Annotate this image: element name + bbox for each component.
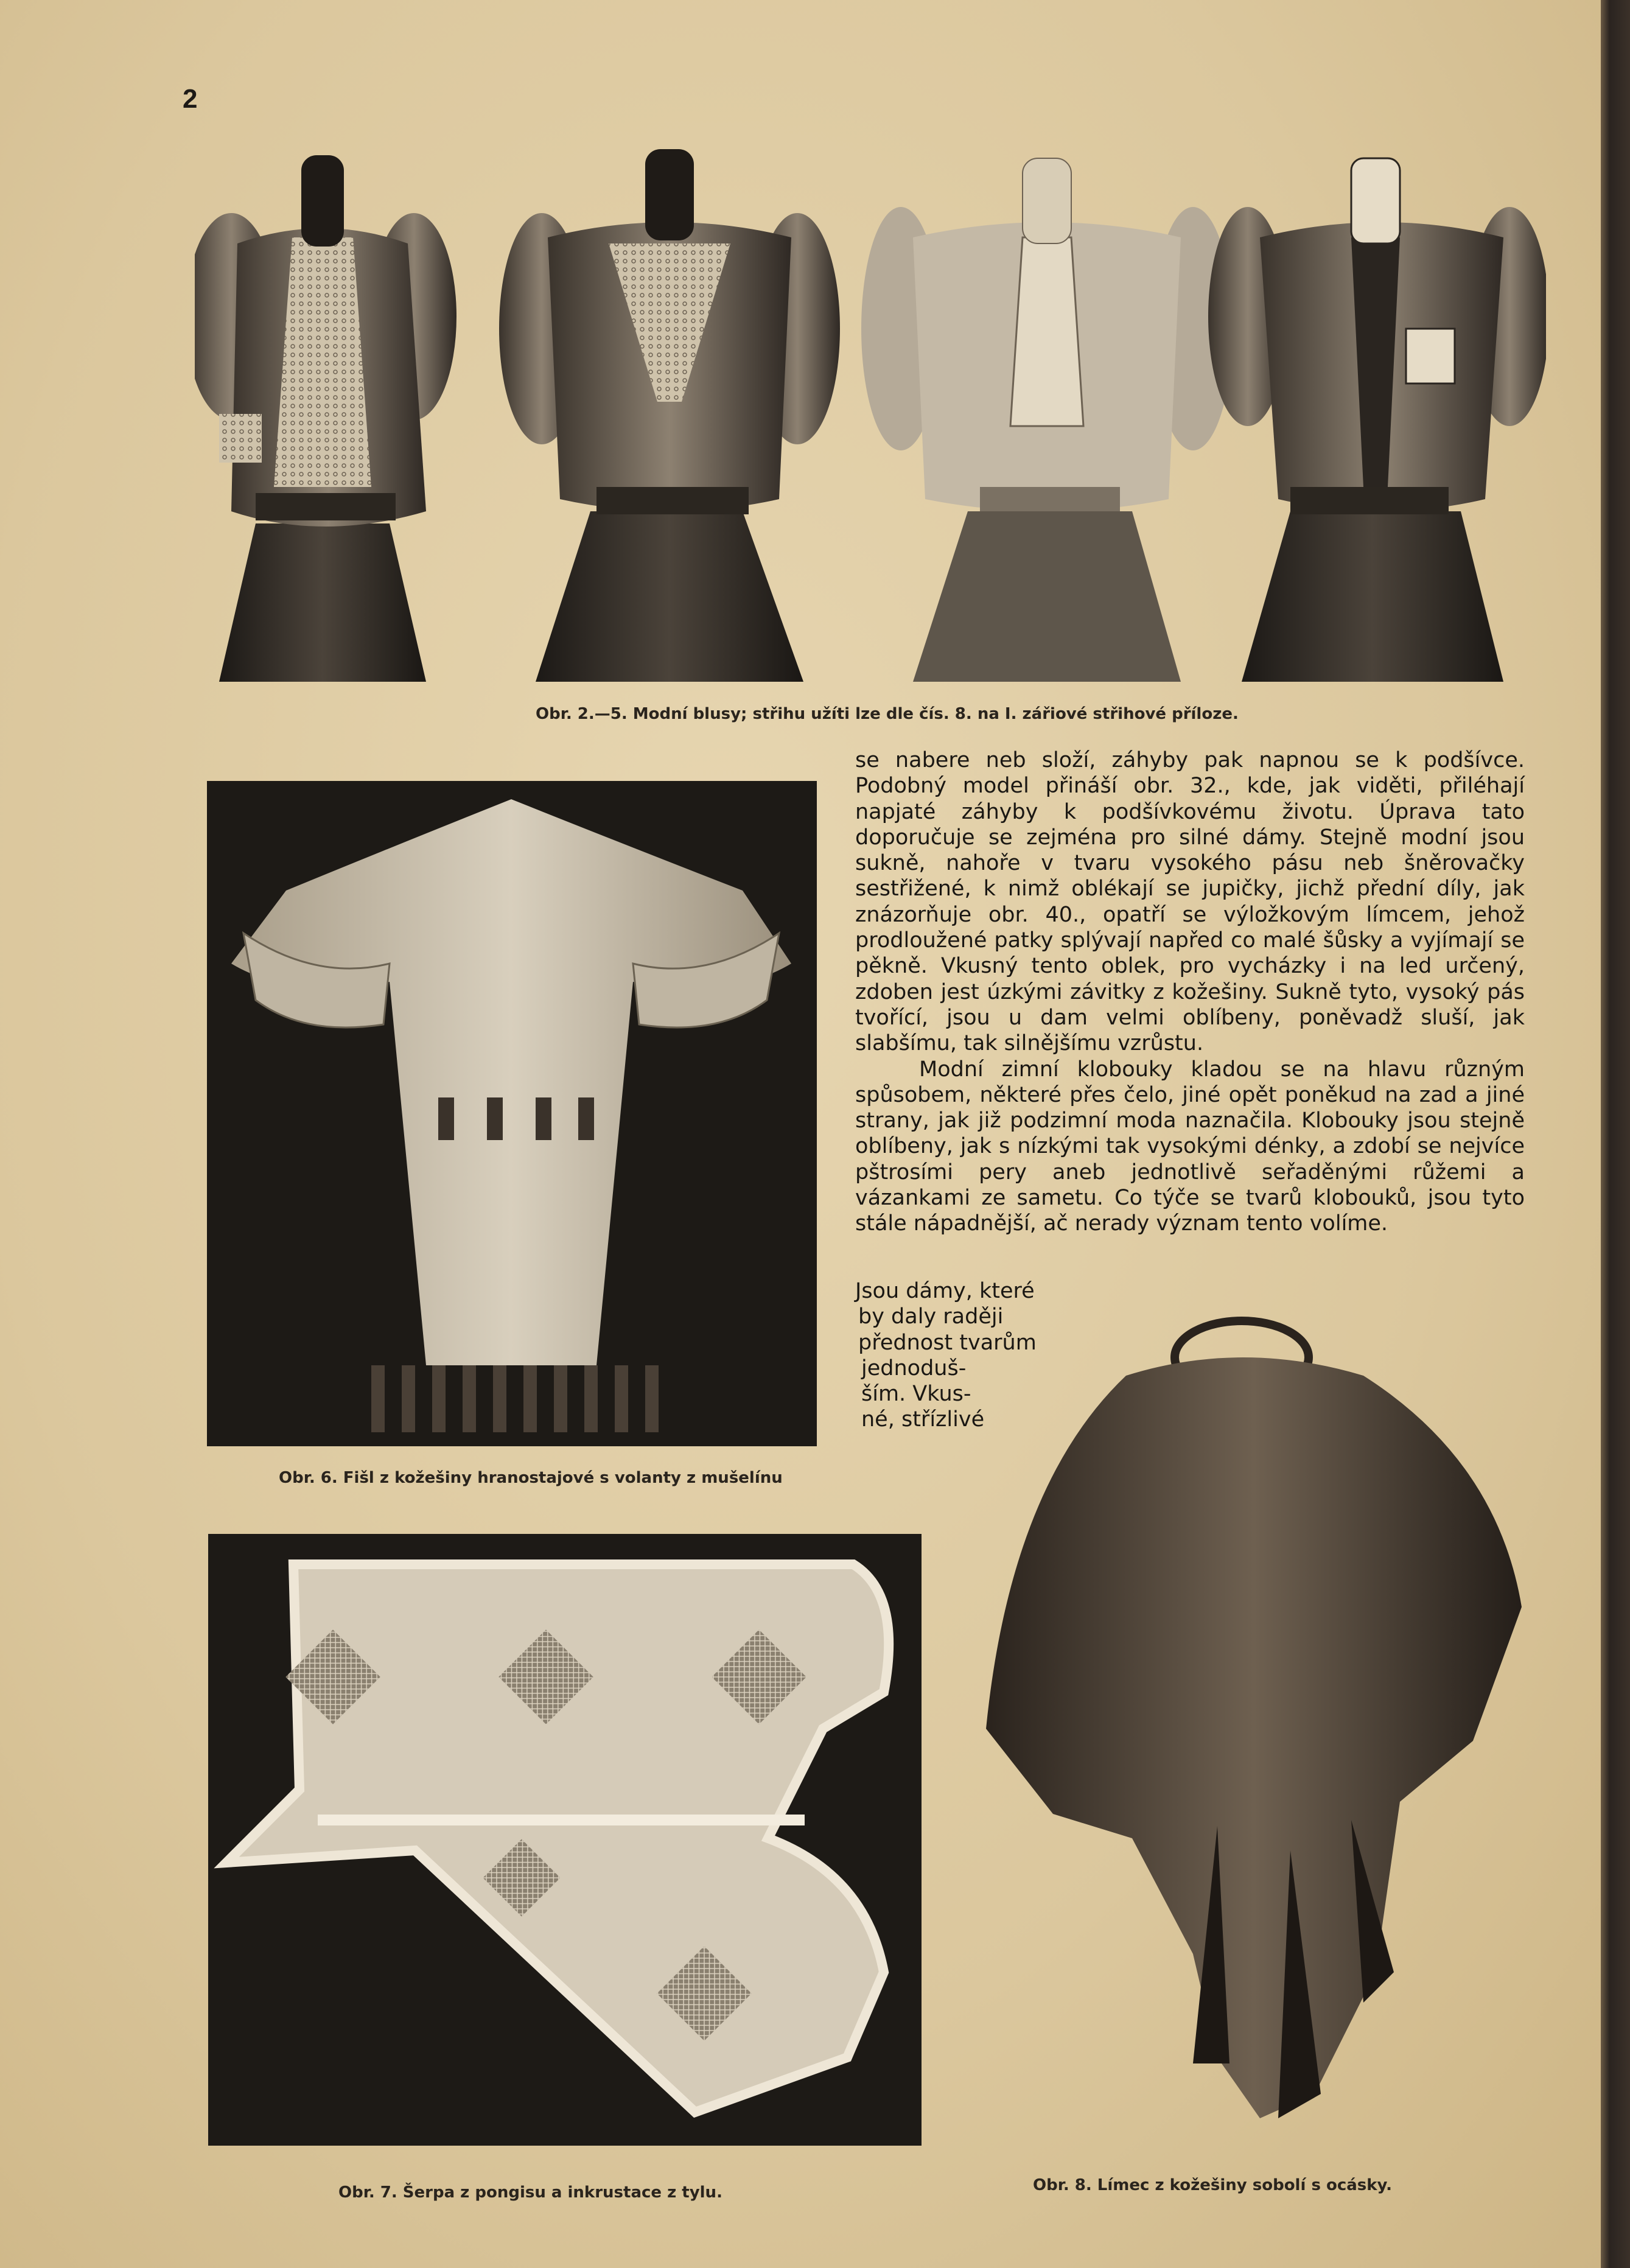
blouses-illustration — [195, 146, 1546, 694]
wrap-line: ším. Vkus- — [861, 1382, 971, 1407]
page-number: 2 — [183, 84, 198, 114]
sash-photo — [208, 1534, 922, 2146]
sable-collar-photo — [974, 1303, 1534, 2155]
wrap-line: né, střízlivé — [861, 1407, 985, 1432]
blouse-3 — [861, 158, 1233, 682]
article-paragraph-2: Modní zimní klobouky kladou se na hlavu různým spůsobem, některé přes čelo, jiné opět poněkud na zad a jiné strany, jak již podzimní moda naznačila. Klobouky jsou stejně oblíbeny, jak s nízkými tak vysokými dénky, a zdobí se nejvíce pštrosími pery aneb jednotlivě seřaděnými růžemi a vázankami ze sametu. Co týče se tvarů klobouků, jsou tyto stále nápadnější, ač nerady význam tento volíme. — [855, 1057, 1525, 1236]
article-paragraph-1: se nabere neb složí, záhyby pak napnou se k podšívce. Podobný model přináší obr. 32., kde, jak viděti, přiléhají napjaté záhyby k podšívkovému životu. Úprava tato doporučuje se zejména pro silné dámy. Stejně modní jsou sukně, nahoře v tvaru vysokého pásu neb šněrovačky sestřižené, k nimž oblékají se jupičky, jichž přední díly, jak znázorňuje obr. 40., opatří se výložkovým límcem, jehož prodloužené patky splývají napřed co malé šůsky a vyjímají se pěkně. Vkusný tento oblek, pro vycházky i na led určený, zdoben jest úzkými závitky z kožešiny. Sukně tyto, vysoký pás tvořící, jsou u dam velmi oblíbeny, poněvadž sluší, jak slabšímu, tak silnějšímu vzrůstu. — [855, 748, 1525, 1056]
blouses-caption: Obr. 2.—5. Modní blusy; střihu užíti lze dle čís. 8. na I. zářiové střihové příloze. — [536, 705, 1239, 723]
blouse-4 — [1208, 158, 1546, 682]
wrap-line: by daly raději — [858, 1304, 1004, 1329]
sable-collar-caption: Obr. 8. Límec z kožešiny sobolí s ocásky. — [1033, 2176, 1392, 2194]
wrap-line: Jsou dámy, které — [855, 1279, 1035, 1303]
sash-caption: Obr. 7. Šerpa z pongisu a inkrustace z tylu. — [338, 2183, 722, 2202]
fur-boa-caption: Obr. 6. Fišl z kožešiny hranostajové s volanty z mušelínu — [279, 1469, 783, 1487]
article-text — [855, 747, 1525, 1237]
wrap-line: jednoduš- — [861, 1356, 967, 1381]
blouse-2 — [499, 149, 840, 682]
blouse-1 — [195, 155, 456, 682]
wrap-line: přednost tvarům — [858, 1330, 1037, 1355]
article-wrap-text — [855, 1278, 1056, 1433]
fur-boa-photo — [207, 781, 817, 1446]
binding-edge — [1601, 0, 1630, 2268]
